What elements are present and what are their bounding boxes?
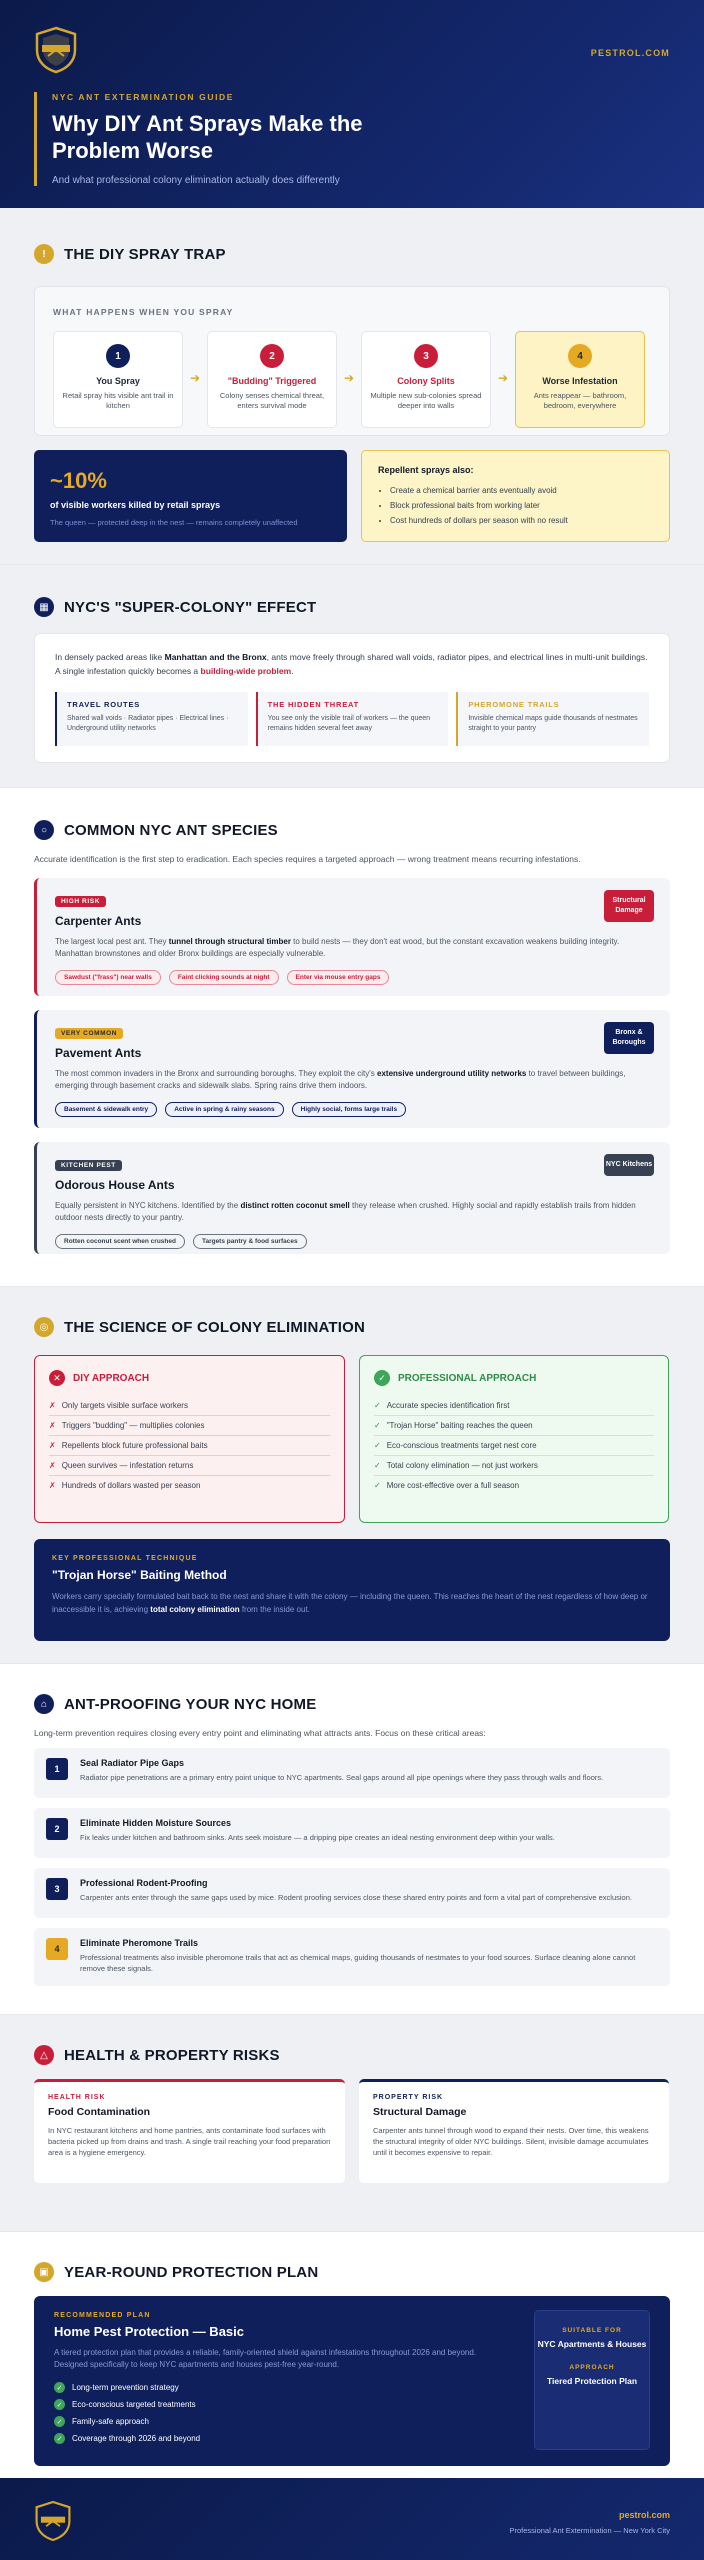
- arrow-right-icon: ➔: [343, 371, 355, 385]
- card-title: "Trojan Horse" Baiting Method: [52, 1568, 227, 1582]
- species-card: [34, 1142, 670, 1254]
- risk-badge: KITCHEN PEST: [55, 1160, 122, 1171]
- list-item: ✓ Total colony elimination — not just workers: [374, 1456, 654, 1476]
- info-card: THE HIDDEN THREAT You see only the visible trail of workers — the queen remains hidden several feet away: [256, 692, 449, 746]
- step-card: [53, 331, 183, 428]
- species-card: [34, 878, 670, 996]
- item-title: Eliminate Hidden Moisture Sources: [80, 1818, 232, 1828]
- list-item: ✓ Accurate species identification first: [374, 1396, 654, 1416]
- summary-label: APPROACH: [569, 2364, 615, 2371]
- section-ant-proofing: [0, 1664, 704, 2014]
- hero-header: [0, 0, 704, 208]
- hero-eyebrow: NYC ANT EXTERMINATION GUIDE: [52, 92, 235, 102]
- cross-icon: ✕: [49, 1370, 65, 1386]
- step-title: You Spray: [96, 376, 140, 386]
- risk-badge: VERY COMMON: [55, 1028, 123, 1039]
- sign-chip: Highly social, forms large trails: [292, 1102, 406, 1117]
- plan-name: Home Pest Protection — Basic: [54, 2324, 244, 2339]
- species-tag: NYC Kitchens: [604, 1154, 654, 1176]
- card-eyebrow: PROPERTY RISK: [373, 2094, 444, 2101]
- species-desc: Equally persistent in NYC kitchens. Identified by the distinct rotten coconut smell they release when crushed. Highly social and rapidly establish trails from hidden outdoor nests directly to your pantry.: [55, 1201, 636, 1222]
- list-item: ✓ Eco-conscious treatments target nest core: [374, 1436, 654, 1456]
- proofing-item: [34, 1868, 670, 1918]
- process-label: WHAT HAPPENS WHEN YOU SPRAY: [53, 307, 234, 317]
- repellent-card: [361, 450, 670, 542]
- step-desc: Ants reappear — bathroom, bedroom, everywhere: [533, 391, 627, 410]
- target-icon: ◎: [34, 1317, 54, 1337]
- list-item: ✗ Queen survives — infestation returns: [49, 1456, 330, 1476]
- plan-card: [34, 2296, 670, 2466]
- item-number: 3: [46, 1878, 68, 1900]
- footer: [0, 2478, 704, 2560]
- section-title: THE DIY SPRAY TRAP: [64, 245, 226, 263]
- alert-triangle-icon: △: [34, 2045, 54, 2065]
- check-icon: ✓: [374, 1370, 390, 1386]
- list-item: ✓ Long-term prevention strategy: [54, 2379, 650, 2396]
- check-icon: ✓: [54, 2416, 65, 2427]
- item-title: Eliminate Pheromone Trails: [80, 1938, 199, 1948]
- arrow-right-icon: ➔: [497, 371, 509, 385]
- species-tag: Structural Damage: [604, 890, 654, 922]
- sign-chip: Enter via mouse entry gaps: [287, 970, 390, 985]
- page-title: Why DIY Ant Sprays Make the Problem Worse: [52, 111, 363, 163]
- species-desc: The most common invaders in the Bronx and surrounding boroughs. They exploit the city's extensive underground utility networks to travel between buildings, emerging through basement cracks and sidewalk slabs. Spring rains drive them indoors.: [55, 1069, 626, 1090]
- summary-value: NYC Apartments & Houses: [537, 2339, 647, 2349]
- process-steps: [53, 331, 651, 428]
- card-desc: Workers carry specially formulated bait back to the nest and share it with the colony — including the queen. This reaches the heart of the nest regardless of how deep or inaccessible it is, achieving total colony elimination from the inside out.: [52, 1592, 648, 1614]
- species-desc: The largest local pest ant. They tunnel through structural timber to build nests — they don't eat wood, but the constant excavation weakens building integrity. Manhattan brownstones and older Bronx buildings are especially vulnerable.: [55, 937, 620, 958]
- item-desc: Radiator pipe penetrations are a primary entry point unique to NYC apartments. Seal gaps around all pipe openings where they pass through walls and floors.: [80, 1773, 604, 1782]
- proofing-item: [34, 1748, 670, 1798]
- stat-card: [34, 450, 347, 542]
- species-tag: Bronx & Boroughs: [604, 1022, 654, 1054]
- section-title: ANT-PROOFING YOUR NYC HOME: [64, 1695, 317, 1713]
- risk-badge: HIGH RISK: [55, 896, 106, 907]
- list-item: ✗ Hundreds of dollars wasted per season: [49, 1481, 201, 1490]
- section-science: [0, 1287, 704, 1663]
- section-title: COMMON NYC ANT SPECIES: [64, 821, 278, 839]
- stat-sub: The queen — protected deep in the nest — remains completely unaffected: [50, 518, 298, 527]
- risk-card: [359, 2079, 669, 2183]
- item-number: 4: [46, 1938, 68, 1960]
- proofing-item: [34, 1808, 670, 1858]
- list-item: ✗ Only targets visible surface workers: [49, 1396, 330, 1416]
- step-desc: Colony senses chemical threat, enters survival mode: [219, 391, 325, 410]
- search-icon: ○: [34, 820, 54, 840]
- info-card: PHEROMONE TRAILS Invisible chemical maps guide thousands of nestmates straight to your pantry: [456, 692, 649, 746]
- item-desc: Carpenter ants enter through the same gaps used by mice. Rodent proofing services close these shared entry points and form a vital part of comprehensive exclusion.: [80, 1893, 632, 1902]
- summary-label: SUITABLE FOR: [562, 2327, 622, 2334]
- home-icon: ⌂: [34, 1694, 54, 1714]
- section-diy-spray-trap: [0, 208, 704, 564]
- item-desc: Professional treatments also invisible pheromone trails that act as chemical maps, guiding thousands of nestmates to your food sources. Surface cleaning alone cannot remove these signals.: [80, 1953, 636, 1973]
- step-desc: Multiple new sub-colonies spread deeper into walls: [370, 391, 482, 410]
- species-name: Odorous House Ants: [55, 1178, 175, 1192]
- section-title: HEALTH & PROPERTY RISKS: [64, 2046, 280, 2064]
- card-eyebrow: HEALTH RISK: [48, 2094, 106, 2101]
- site-link[interactable]: PESTROL.COM: [590, 48, 670, 58]
- section-title: NYC'S "SUPER-COLONY" EFFECT: [64, 598, 317, 616]
- info-card: TRAVEL ROUTES Shared wall voids · Radiator pipes · Electrical lines · Underground utility networks: [55, 692, 248, 746]
- step-card: [361, 331, 491, 428]
- section-intro: Long-term prevention requires closing every entry point and eliminating what attracts ants. Focus on these critical areas:: [34, 1728, 486, 1738]
- shield-logo-icon[interactable]: [34, 2500, 72, 2542]
- section-title: THE SCIENCE OF COLONY ELIMINATION: [64, 1318, 366, 1336]
- card-title: DIY APPROACH: [73, 1372, 150, 1384]
- sign-chip: Targets pantry & food surfaces: [193, 1234, 307, 1249]
- list-item: • Cost hundreds of dollars per season with no result: [390, 513, 653, 528]
- item-title: Professional Rodent-Proofing: [80, 1878, 208, 1888]
- diy-approach-card: [34, 1355, 345, 1523]
- plan-desc: A tiered protection plan that provides a reliable, family-oriented shield against infestations throughout 2026 and beyond. Designed specifically to keep NYC apartments and houses pest-free year-round.: [54, 2348, 477, 2369]
- sign-chip: Rotten coconut scent when crushed: [55, 1234, 185, 1249]
- list-item: ✓ Eco-conscious targeted treatments: [54, 2396, 650, 2413]
- section-protection-plan: [0, 2232, 704, 2478]
- step-title: Worse Infestation: [542, 376, 618, 386]
- warning-icon: !: [34, 244, 54, 264]
- list-item: ✓ "Trojan Horse" baiting reaches the queen: [374, 1416, 654, 1436]
- card-desc: In NYC restaurant kitchens and home pantries, ants contaminate food surfaces with bacteria picked up from drains and trash. A single trail reaching your food preparation area is a hygiene emergency.: [48, 2126, 331, 2157]
- sign-chip: Active in spring & rainy seasons: [165, 1102, 283, 1117]
- item-title: Seal Radiator Pipe Gaps: [80, 1758, 185, 1768]
- plan-summary-box: [534, 2310, 650, 2450]
- trojan-horse-card: [34, 1539, 670, 1641]
- stat-value: ~10%: [50, 468, 107, 493]
- list-item: • Block professional baits from working later: [390, 498, 653, 513]
- step-desc: Retail spray hits visible ant trail in kitchen: [62, 391, 174, 410]
- species-name: Carpenter Ants: [55, 914, 142, 928]
- section-intro: Accurate identification is the first step to eradication. Each species requires a targeted approach — wrong treatment means recurring infestations.: [34, 854, 581, 864]
- step-title: "Budding" Triggered: [227, 376, 317, 386]
- page-subtitle: And what professional colony elimination actually does differently: [52, 175, 340, 186]
- list-item: ✓ Coverage through 2026 and beyond: [54, 2430, 650, 2447]
- section-health-risks: [0, 2015, 704, 2231]
- item-number: 1: [46, 1758, 68, 1780]
- item-desc: Fix leaks under kitchen and bathroom sinks. Ants seek moisture — a dripping pipe creates an ideal nesting environment deep within your walls.: [80, 1833, 555, 1842]
- super-colony-box: [34, 633, 670, 763]
- section-species: [0, 788, 704, 1286]
- summary-value: Tiered Protection Plan: [546, 2376, 638, 2386]
- hero-title-block: [34, 92, 382, 186]
- list-item: • Create a chemical barrier ants eventually avoid: [390, 483, 653, 498]
- step-number: 1: [106, 344, 130, 368]
- footer-site-link[interactable]: pestrol.com: [618, 2510, 670, 2520]
- check-icon: ✓: [54, 2399, 65, 2410]
- proofing-item: [34, 1928, 670, 1986]
- card-eyebrow: RECOMMENDED PLAN: [54, 2312, 151, 2319]
- shield-logo-icon[interactable]: [34, 26, 78, 74]
- stat-label: of visible workers killed by retail sprays: [50, 500, 221, 510]
- check-icon: ✓: [54, 2382, 65, 2393]
- repellent-title: Repellent sprays also:: [378, 465, 474, 475]
- sign-chip: Faint clicking sounds at night: [169, 970, 279, 985]
- check-icon: ✓: [54, 2433, 65, 2444]
- section-title: YEAR-ROUND PROTECTION PLAN: [64, 2263, 319, 2281]
- building-icon: ▦: [34, 597, 54, 617]
- step-number: 4: [568, 344, 592, 368]
- card-desc: Carpenter ants tunnel through wood to expand their nests. Over time, this weakens the structural integrity of older NYC buildings. Silent, invisible damage accumulates until it becomes expensive to repair.: [373, 2126, 649, 2157]
- card-title: PROFESSIONAL APPROACH: [398, 1372, 537, 1384]
- risk-card: [34, 2079, 345, 2183]
- pro-approach-card: [359, 1355, 669, 1523]
- card-title: Food Contamination: [48, 2106, 151, 2118]
- card-title: Structural Damage: [373, 2106, 467, 2118]
- section-super-colony: [0, 565, 704, 787]
- list-item: ✓ Family-safe approach: [54, 2413, 650, 2430]
- list-item: ✗ Triggers "budding" — multiplies colonies: [49, 1416, 330, 1436]
- footer-tagline: Professional Ant Extermination — New York City: [509, 2526, 670, 2535]
- sign-chip: Basement & sidewalk entry: [55, 1102, 157, 1117]
- step-number: 2: [260, 344, 284, 368]
- item-number: 2: [46, 1818, 68, 1840]
- list-item: ✗ Repellents block future professional baits: [49, 1436, 330, 1456]
- repellent-list: [378, 483, 653, 528]
- step-number: 3: [414, 344, 438, 368]
- super-colony-text: In densely packed areas like Manhattan and the Bronx, ants move freely through shared wall voids, radiator pipes, and electrical lines in multi-unit buildings. A single infestation quickly becomes a building-wide problem.: [55, 652, 648, 676]
- sign-chip: Sawdust ("frass") near walls: [55, 970, 161, 985]
- spray-process-box: [34, 286, 670, 436]
- species-name: Pavement Ants: [55, 1046, 142, 1060]
- species-card: [34, 1010, 670, 1128]
- arrow-right-icon: ➔: [189, 371, 201, 385]
- step-title: Colony Splits: [397, 376, 455, 386]
- step-card: [207, 331, 337, 428]
- step-card-highlight: [515, 331, 645, 428]
- list-item: ✓ More cost-effective over a full season: [374, 1481, 520, 1490]
- calendar-icon: ▣: [34, 2262, 54, 2282]
- card-eyebrow: KEY PROFESSIONAL TECHNIQUE: [52, 1555, 198, 1562]
